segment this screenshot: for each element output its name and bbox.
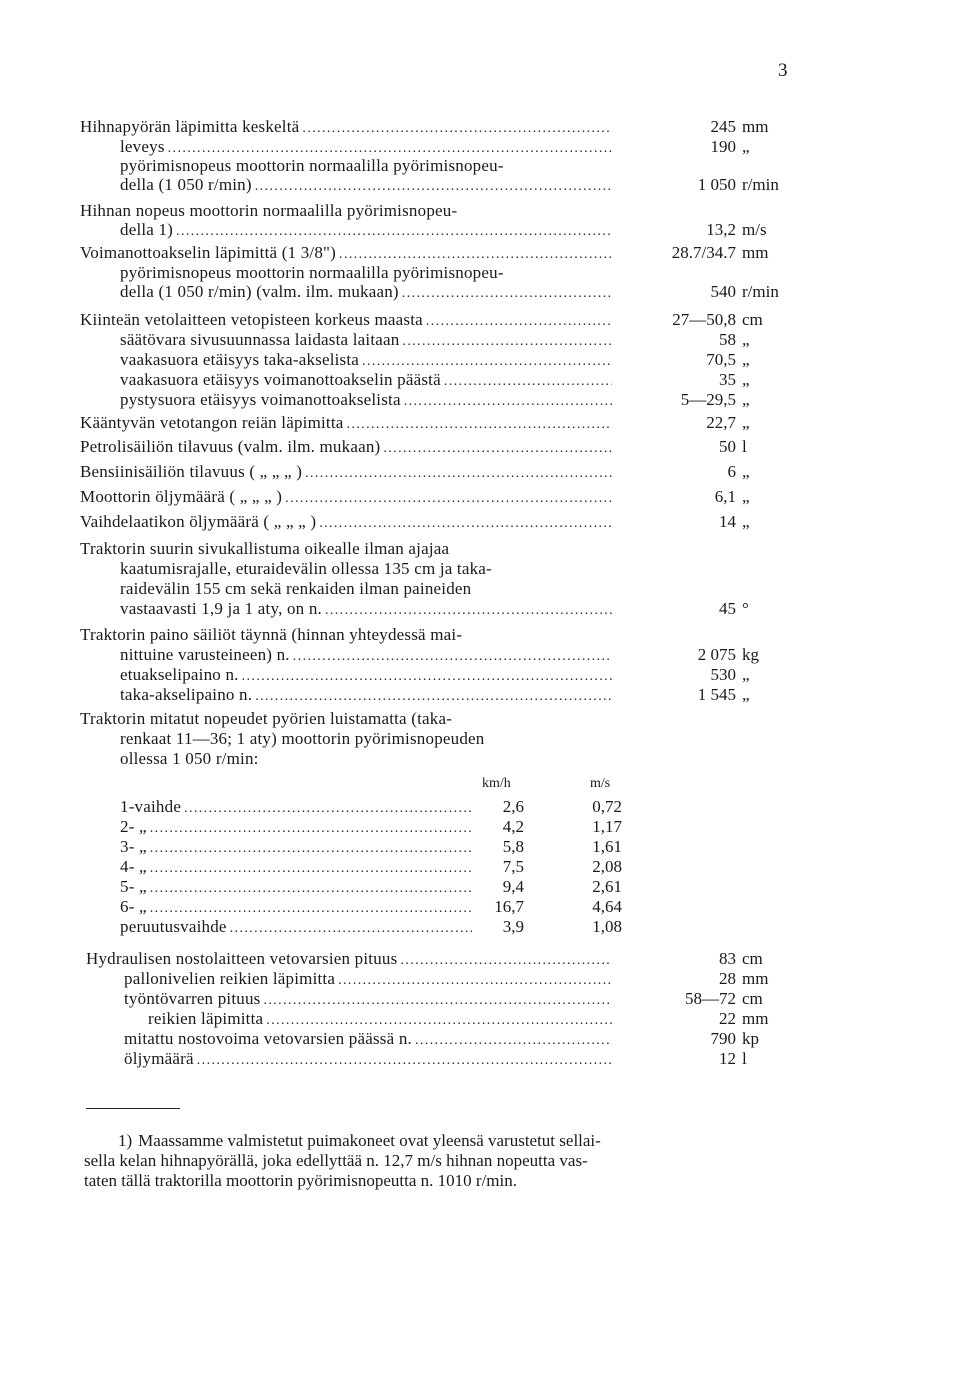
spec-label: Kiinteän vetolaitteen vetopisteen korkeus maasta (80, 310, 423, 329)
spec-label: Bensiinisäiliön tilavuus ( „ „ „ ) (80, 462, 303, 481)
spec-label: Moottorin öljymäärä ( „ „ „ ) (80, 487, 283, 506)
spec-row (0, 219, 960, 241)
spec-unit: r/min (742, 175, 779, 194)
spec-label-line (80, 461, 612, 485)
spec-unit: „ (742, 665, 750, 684)
spec-label-line (120, 219, 612, 243)
dot-leader (347, 414, 612, 436)
spec-label: ollessa 1 050 r/min: (120, 749, 259, 768)
spec-label: vaakasuora etäisyys taka-akselista (120, 350, 360, 369)
spec-label-line (120, 728, 612, 750)
hydraulics-label: Hydraulisen nostolaitteen vetovarsien pituus (86, 949, 398, 968)
footnote-line (84, 1150, 588, 1172)
hydraulics-row (0, 948, 960, 970)
gear-label-line (120, 916, 472, 940)
footnote-text: Maassamme valmistetut puimakoneet ovat yleensä varustetut sellai- (138, 1131, 601, 1150)
spec-unit: ° (742, 599, 749, 618)
footnote-text: sella kelan hihnapyörällä, joka edellyttää n. 12,7 m/s hihnan nopeutta vas- (84, 1151, 588, 1170)
column-header-kmh: km/h (482, 776, 511, 791)
spec-number: 14 (719, 512, 736, 531)
spec-row (0, 242, 960, 264)
spec-row (0, 486, 960, 508)
spec-number: 45 (719, 599, 736, 618)
spec-label: taka-akselipaino n. (120, 685, 253, 704)
spec-row (0, 748, 960, 770)
spec-number: 70,5 (706, 350, 736, 369)
spec-label-line (120, 598, 612, 622)
spec-label-line (120, 684, 612, 708)
speed-kmh: 3,9 (502, 917, 524, 936)
dot-leader (383, 438, 612, 460)
hydraulics-unit: cm (742, 949, 763, 968)
speed-ms: 1,08 (592, 917, 622, 936)
spec-row (0, 389, 960, 411)
dot-leader (305, 463, 612, 485)
spec-row (0, 624, 960, 646)
spec-label-line (80, 436, 612, 460)
spec-label-line (80, 511, 612, 535)
hydraulics-label: öljymäärä (124, 1049, 194, 1068)
speed-ms: 2,61 (592, 877, 622, 896)
spec-number: 1 050 (697, 175, 736, 194)
spec-row (0, 511, 960, 533)
hydraulics-number: 28 (719, 969, 736, 988)
page-number: 3 (778, 60, 788, 81)
spec-label: Vaihdelaatikon öljymäärä ( „ „ „ ) (80, 512, 317, 531)
spec-label: pystysuora etäisyys voimanottoakselista (120, 390, 401, 409)
spec-label: Traktorin suurin sivukallistuma oikealle ilman ajajaa (80, 539, 450, 558)
hydraulics-number: 58—72 (685, 989, 736, 1008)
spec-unit: „ (742, 413, 750, 432)
spec-unit: mm (742, 117, 769, 136)
spec-unit: m/s (742, 220, 767, 239)
gear-label: 1-vaihde (120, 797, 182, 816)
dot-leader (285, 488, 612, 510)
spec-number: 190 (710, 137, 736, 156)
spec-number: 5—29,5 (680, 390, 736, 409)
dot-leader (197, 1050, 612, 1072)
speed-row (0, 816, 960, 838)
hydraulics-row (0, 1008, 960, 1030)
spec-number: 540 (710, 282, 736, 301)
spec-row (0, 461, 960, 483)
spec-row (0, 116, 960, 138)
spec-label: Petrolisäiliön tilavuus (valm. ilm. mukaan) (80, 437, 381, 456)
column-header-ms: m/s (590, 776, 611, 791)
spec-label: della 1) (120, 220, 174, 239)
spec-unit: mm (742, 243, 769, 262)
gear-label: 6- „ (120, 897, 147, 916)
spec-row (0, 708, 960, 730)
spec-label-line (80, 708, 612, 730)
spec-number: 22,7 (706, 413, 736, 432)
footnote-line (84, 1170, 517, 1192)
spec-unit: „ (742, 370, 750, 389)
dot-leader (325, 600, 612, 622)
dot-leader (404, 391, 612, 413)
hydraulics-number: 83 (719, 949, 736, 968)
dot-leader (230, 918, 472, 940)
spec-label: vaakasuora etäisyys voimanottoakselin päästä (120, 370, 441, 389)
hydraulics-unit: kp (742, 1029, 759, 1048)
spec-label: Hihnan nopeus moottorin normaalilla pyörimisnopeu- (80, 201, 458, 220)
hydraulics-number: 790 (710, 1029, 736, 1048)
footnote-marker: 1) (118, 1131, 133, 1150)
spec-number: 245 (710, 117, 736, 136)
spec-row (0, 329, 960, 351)
hydraulics-row (0, 968, 960, 990)
spec-label-line (120, 578, 612, 600)
hydraulics-row (0, 1048, 960, 1070)
spec-number: 13,2 (706, 220, 736, 239)
hydraulics-row (0, 988, 960, 1010)
speed-ms: 4,64 (592, 897, 622, 916)
speed-kmh: 9,4 (502, 877, 524, 896)
spec-row (0, 174, 960, 196)
dot-leader (176, 221, 612, 243)
spec-label-line (120, 558, 612, 580)
spec-row (0, 309, 960, 331)
gear-label: 2- „ (120, 817, 147, 836)
spec-label: etuakselipaino n. (120, 665, 239, 684)
speed-kmh: 4,2 (502, 817, 524, 836)
spec-label-line (120, 748, 612, 770)
spec-number: 50 (719, 437, 736, 456)
spec-label: vastaavasti 1,9 ja 1 aty, on n. (120, 599, 322, 618)
hydraulics-label: reikien läpimitta (148, 1009, 264, 1028)
speed-row (0, 796, 960, 818)
spec-label: Voimanottoakselin läpimittä (1 3/8") (80, 243, 337, 262)
spec-row (0, 578, 960, 600)
spec-row (0, 664, 960, 686)
spec-label-line (120, 281, 612, 305)
speed-ms: 2,08 (592, 857, 622, 876)
speed-ms: 1,61 (592, 837, 622, 856)
spec-label: della (1 050 r/min) (120, 175, 252, 194)
footnote-line (118, 1130, 601, 1152)
hydraulics-unit: mm (742, 969, 769, 988)
hydraulics-number: 12 (719, 1049, 736, 1068)
gear-label: 3- „ (120, 837, 147, 856)
speed-row (0, 836, 960, 858)
spec-label: pyörimisnopeus moottorin normaalilla pyörimisnopeu- (120, 263, 504, 282)
spec-row (0, 349, 960, 371)
hydraulics-unit: cm (742, 989, 763, 1008)
spec-row (0, 412, 960, 434)
spec-number: 6,1 (714, 487, 736, 506)
speed-row (0, 896, 960, 918)
hydraulics-label: pallonivelien reikien läpimitta (124, 969, 336, 988)
spec-number: 28.7/34.7 (671, 243, 736, 262)
spec-row (0, 538, 960, 560)
hydraulics-label-line (124, 1048, 612, 1072)
spec-unit: „ (742, 390, 750, 409)
speed-row (0, 856, 960, 878)
spec-label: Traktorin mitatut nopeudet pyörien luistamatta (taka- (80, 709, 453, 728)
speed-kmh: 7,5 (502, 857, 524, 876)
spec-label: säätövara sivusuunnassa laidasta laitaan (120, 330, 400, 349)
spec-unit: „ (742, 487, 750, 506)
spec-unit: cm (742, 310, 763, 329)
speed-kmh: 2,6 (502, 797, 524, 816)
dot-leader (402, 283, 612, 305)
spec-label: Kääntyvän vetotangon reiän läpimitta (80, 413, 344, 432)
spec-number: 1 545 (697, 685, 736, 704)
spec-label-line (80, 486, 612, 510)
spec-row (0, 644, 960, 666)
spec-unit: „ (742, 462, 750, 481)
spec-label: renkaat 11—36; 1 aty) moottorin pyörimisnopeuden (120, 729, 485, 748)
speed-row (0, 876, 960, 898)
spec-number: 2 075 (697, 645, 736, 664)
spec-label-line (80, 538, 612, 560)
hydraulics-number: 22 (719, 1009, 736, 1028)
spec-row (0, 684, 960, 706)
spec-unit: „ (742, 330, 750, 349)
spec-number: 27—50,8 (672, 310, 736, 329)
spec-label: pyörimisnopeus moottorin normaalilla pyörimisnopeu- (120, 156, 504, 175)
spec-number: 530 (710, 665, 736, 684)
dot-leader (319, 513, 612, 535)
speed-kmh: 5,8 (502, 837, 524, 856)
spec-label: nittuine varusteineen) n. (120, 645, 290, 664)
speed-kmh: 16,7 (494, 897, 524, 916)
hydraulics-row (0, 1028, 960, 1050)
spec-row (0, 369, 960, 391)
spec-unit: „ (742, 350, 750, 369)
hydraulics-unit: l (742, 1049, 747, 1068)
spec-label: leveys (120, 137, 165, 156)
spec-label: Hihnapyörän läpimitta keskeltä (80, 117, 300, 136)
spec-unit: r/min (742, 282, 779, 301)
spec-row (0, 558, 960, 580)
footnote-rule (86, 1108, 180, 1109)
gear-label: 5- „ (120, 877, 147, 896)
hydraulics-unit: mm (742, 1009, 769, 1028)
spec-unit: „ (742, 685, 750, 704)
spec-label-line (80, 412, 612, 436)
gear-label: 4- „ (120, 857, 147, 876)
dot-leader (255, 176, 612, 198)
spec-row (0, 728, 960, 750)
hydraulics-label: työntövarren pituus (124, 989, 261, 1008)
spec-unit: kg (742, 645, 759, 664)
spec-number: 58 (719, 330, 736, 349)
speed-row (0, 916, 960, 938)
gear-label: peruutusvaihde (120, 917, 227, 936)
spec-row (0, 436, 960, 458)
spec-number: 35 (719, 370, 736, 389)
spec-row (0, 281, 960, 303)
spec-row (0, 598, 960, 620)
spec-unit: l (742, 437, 747, 456)
speed-ms: 1,17 (592, 817, 622, 836)
speed-ms: 0,72 (592, 797, 622, 816)
spec-label: della (1 050 r/min) (valm. ilm. mukaan) (120, 282, 399, 301)
spec-label: Traktorin paino säiliöt täynnä (hinnan yhteydessä mai- (80, 625, 463, 644)
dot-leader (255, 686, 612, 708)
footnote-text: taten tällä traktorilla moottorin pyörimisnopeutta n. 1010 r/min. (84, 1171, 517, 1190)
spec-label-line (120, 174, 612, 198)
spec-label: kaatumisrajalle, eturaidevälin ollessa 135 cm ja taka- (120, 559, 492, 578)
spec-unit: „ (742, 137, 750, 156)
spec-label: raidevälin 155 cm sekä renkaiden ilman paineiden (120, 579, 472, 598)
spec-label-line (120, 389, 612, 413)
spec-label-line (80, 624, 612, 646)
hydraulics-label: mitattu nostovoima vetovarsien päässä n. (124, 1029, 412, 1048)
spec-unit: „ (742, 512, 750, 531)
spec-number: 6 (727, 462, 736, 481)
